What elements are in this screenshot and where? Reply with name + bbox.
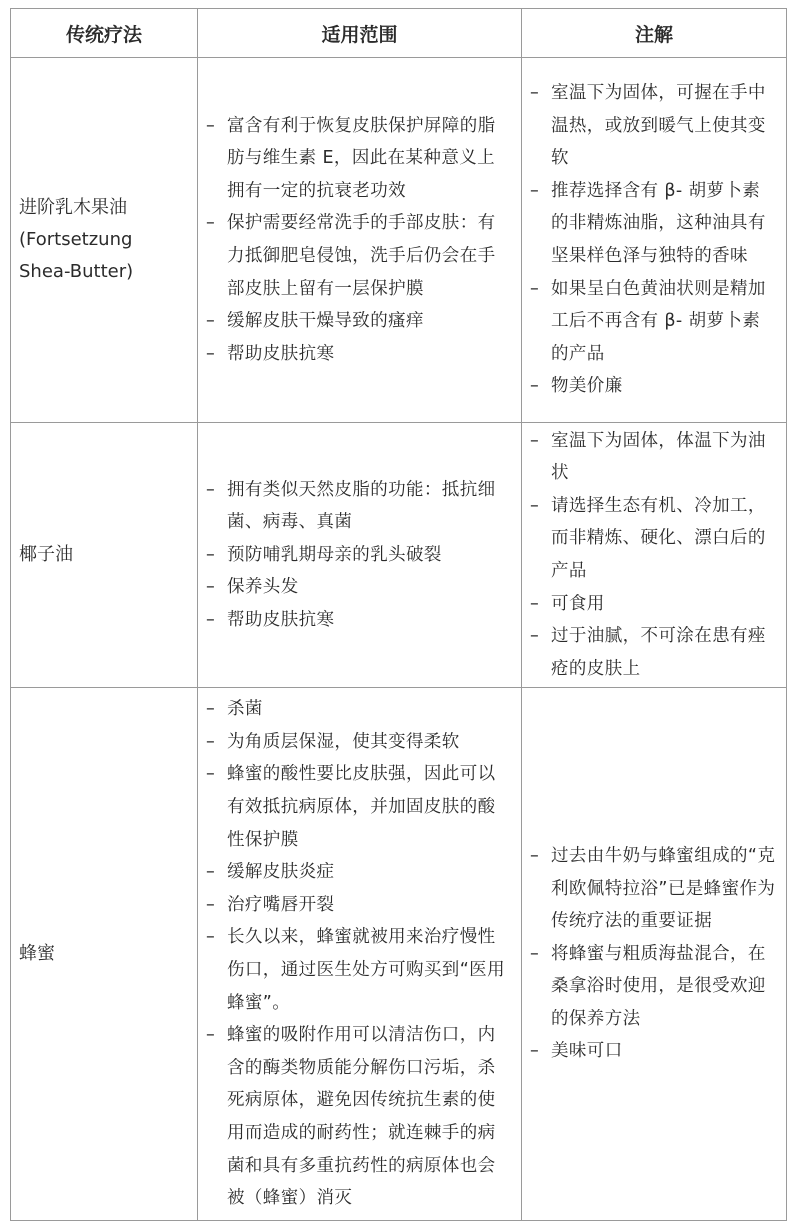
notes-list xyxy=(530,77,776,403)
list-item: – 如果呈白色黄油状则是精加工后不再含有 β- 胡萝卜素的产品 xyxy=(530,273,776,371)
list-item: – 可食用 xyxy=(530,588,776,621)
scope-list xyxy=(206,474,511,637)
scope-cell xyxy=(198,58,522,423)
notes-cell xyxy=(522,58,787,423)
list-item: – 缓解皮肤炎症 xyxy=(206,856,511,889)
scope-cell xyxy=(198,688,522,1221)
list-item: – 为角质层保湿，使其变得柔软 xyxy=(206,726,511,759)
list-item: – 杀菌 xyxy=(206,693,511,726)
header-notes: 注解 xyxy=(522,9,787,58)
list-item: – 室温下为固体，体温下为油状 xyxy=(530,425,776,490)
list-item: – 预防哺乳期母亲的乳头破裂 xyxy=(206,539,511,572)
list-item: – 拥有类似天然皮脂的功能：抵抗细菌、病毒、真菌 xyxy=(206,474,511,539)
list-item: – 长久以来，蜂蜜就被用来治疗慢性伤口，通过医生处方可购买到“医用蜂蜜”。 xyxy=(206,921,511,1019)
notes-cell xyxy=(522,423,787,688)
list-item: – 室温下为固体，可握在手中温热，或放到暖气上使其变软 xyxy=(530,77,776,175)
scope-list xyxy=(206,693,511,1215)
list-item: – 过去由牛奶与蜂蜜组成的“克利欧佩特拉浴”已是蜂蜜作为传统疗法的重要证据 xyxy=(530,840,776,938)
list-item: – 蜂蜜的酸性要比皮肤强，因此可以有效抵抗病原体，并加固皮肤的酸性保护膜 xyxy=(206,758,511,856)
scope-list xyxy=(206,110,511,371)
remedies-table xyxy=(10,8,787,1221)
notes-list xyxy=(530,425,776,686)
list-item: – 美味可口 xyxy=(530,1035,776,1068)
notes-list xyxy=(530,840,776,1068)
header-row xyxy=(11,9,787,58)
list-item: – 将蜂蜜与粗质海盐混合，在桑拿浴时使用，是很受欢迎的保养方法 xyxy=(530,938,776,1036)
list-item: – 缓解皮肤干燥导致的瘙痒 xyxy=(206,305,511,338)
table-row xyxy=(11,58,787,423)
table-row xyxy=(11,423,787,688)
list-item: – 富含有利于恢复皮肤保护屏障的脂肪与维生素 E，因此在某种意义上拥有一定的抗衰老功效 xyxy=(206,110,511,208)
list-item: – 帮助皮肤抗寒 xyxy=(206,604,511,637)
remedy-name: 蜂蜜 xyxy=(11,688,198,1221)
list-item: – 请选择生态有机、冷加工，而非精炼、硬化、漂白后的产品 xyxy=(530,490,776,588)
list-item: – 保养头发 xyxy=(206,571,511,604)
list-item: – 蜂蜜的吸附作用可以清洁伤口，内含的酶类物质能分解伤口污垢，杀死病原体，避免因传统抗生素的使用而造成的耐药性；就连棘手的病菌和具有多重抗药性的病原体也会被（蜂蜜）消灭 xyxy=(206,1019,511,1215)
header-remedy: 传统疗法 xyxy=(11,9,198,58)
list-item: – 帮助皮肤抗寒 xyxy=(206,338,511,371)
list-item: – 物美价廉 xyxy=(530,370,776,403)
header-scope: 适用范围 xyxy=(198,9,522,58)
remedy-name: 椰子油 xyxy=(11,423,198,688)
list-item: – 保护需要经常洗手的手部皮肤：有力抵御肥皂侵蚀，洗手后仍会在手部皮肤上留有一层保护膜 xyxy=(206,207,511,305)
list-item: – 推荐选择含有 β- 胡萝卜素的非精炼油脂，这种油具有坚果样色泽与独特的香味 xyxy=(530,175,776,273)
scope-cell xyxy=(198,423,522,688)
list-item: – 治疗嘴唇开裂 xyxy=(206,889,511,922)
notes-cell xyxy=(522,688,787,1221)
table-row xyxy=(11,688,787,1221)
remedy-name: 进阶乳木果油 (Fortsetzung Shea-Butter) xyxy=(11,58,198,423)
list-item: – 过于油腻，不可涂在患有痤疮的皮肤上 xyxy=(530,620,776,685)
